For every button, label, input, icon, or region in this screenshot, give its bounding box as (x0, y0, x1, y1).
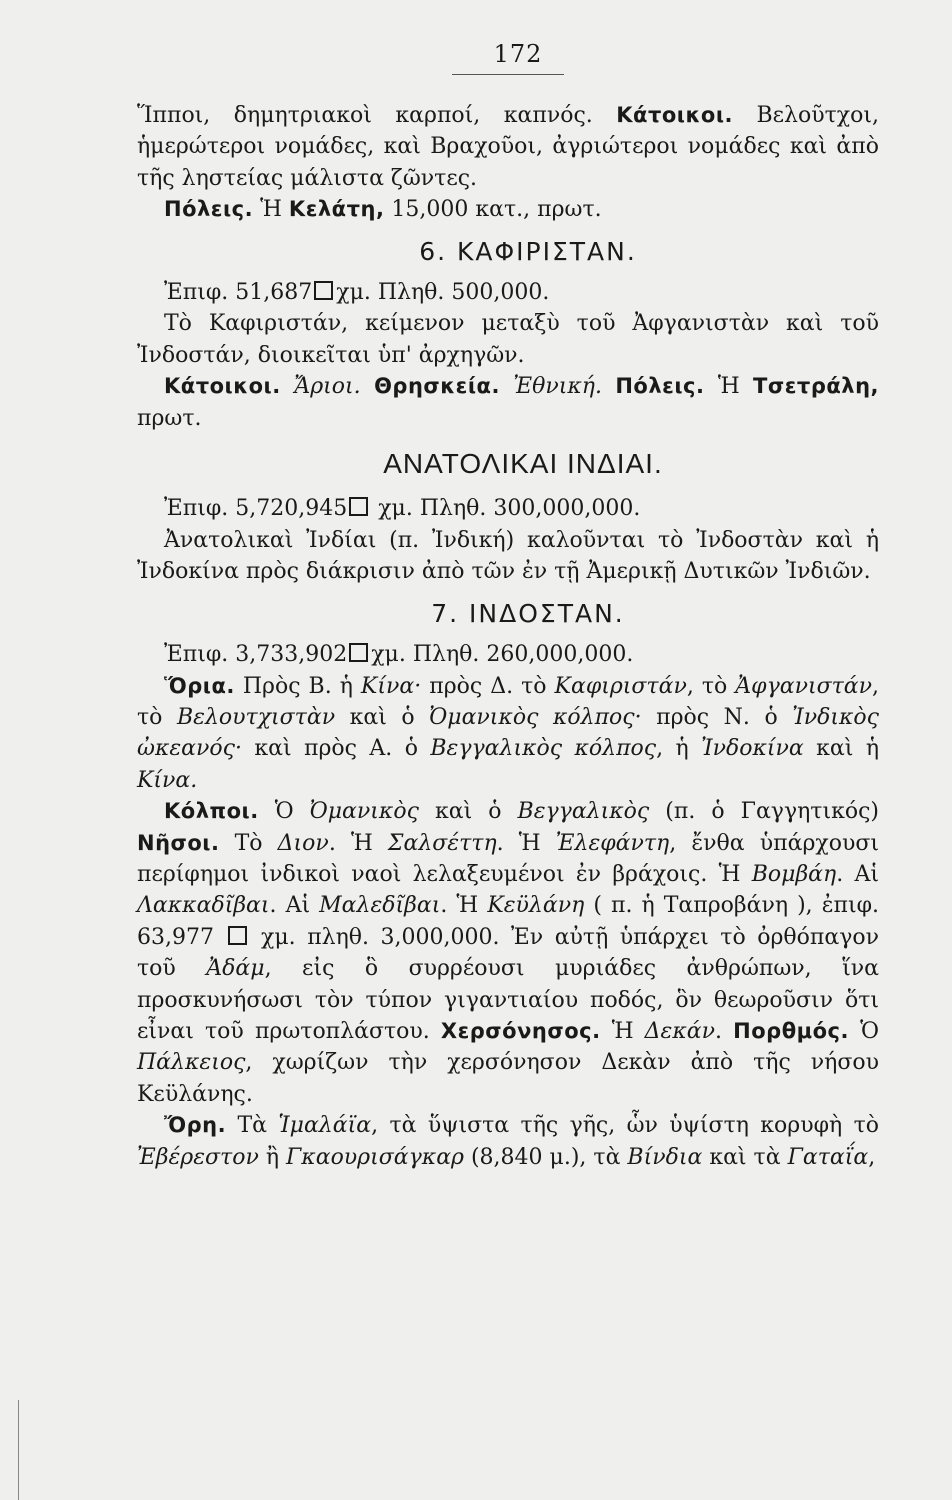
paragraph-products: Ἵπποι, δημητριακοὶ καρποί, καπνός. Κάτοικοι. Βελοῦτχοι, ἡμερώτεροι νομάδες, καὶ Βραχοῦοι, ἀγριώτεροι νομάδες καὶ ἀπὸ τῆς ληστείας μάλιστα ζῶντες. (137, 103, 879, 191)
page-number-rule (452, 74, 564, 75)
section-heading-indostan: 7. ΙΝΔΟΣΤΑΝ. (431, 598, 625, 628)
paragraph-mountains: Ὄρη. Τὰ Ἱμαλάϊα, τὰ ὕψιστα τῆς γῆς, ὧν ὑψίστη κορυφὴ τὸ Ἐβέρεστον ἢ Γκαουρισάγκαρ (8,840 μ.), τὰ Βίνδια καὶ τὰ Γαταΐα, (137, 1113, 879, 1170)
keyword-islands: Νῆσοι. (137, 830, 220, 855)
keyword-cities-2: Πόλεις. (615, 374, 705, 399)
paragraph-borders: Ὅρια. Πρὸς Β. ἡ Κίνα· πρὸς Δ. τὸ Καφιριστάν, τὸ Ἀφγανιστάν, τὸ Βελουτχιστὰν καὶ ὁ Ὀμανικὸς κόλπος· πρὸς Ν. ὁ Ἰνδικὸς ὠκεανός· καὶ πρὸς Α. ὁ Βεγγαλικὸς κόλπος, ἡ Ἰνδοκίνα καὶ ἡ Κίνα. (137, 673, 879, 793)
keyword-gulfs: Κόλποι. (164, 799, 259, 824)
page-body (137, 100, 879, 1173)
keyword-inhabitants: Κάτοικοι. (616, 103, 733, 127)
keyword-mountains: Ὄρη. (164, 1113, 227, 1138)
keyword-peninsula: Χερσόνησος. (440, 1018, 601, 1043)
page-number: 172 (493, 40, 543, 68)
paragraph-gulfs-islands: Κόλποι. Ὁ Ὀμανικὸς καὶ ὁ Βεγγαλικὸς (π. ὁ Γαγγητικός) Νῆσοι. Τὸ Διον. Ἡ Σαλσέττη. Ἡ Ἐλεφάντη, ἔνθα ὑπάρχουσι περίφημοι ἰνδικοὶ ναοὶ λελαξευμένοι ἐν βράχοις. Ἡ Βομβάη. Αἱ Λακκαδῖβαι. Αἱ Μαλεδῖβαι. Ἡ Κεϋλάνη ( π. ἡ Ταπροβάνη ), ἐπιφ. 63,977 χμ. πληθ. 3,000,000. Ἐν αὐτῇ ὑπάρχει τὸ ὀρθόπαγον τοῦ Ἀδάμ, εἰς ὃ συρρέουσι μυριάδες ἀνθρώπων, ἵνα προσκυνήσωσι τὸν τύπον γιγαντιαίου ποδός, ὃν θεωροῦσιν ὅτι εἶναι τοῦ πρωτοπλάστου. Χερσόνησος. Ἡ Δεκάν. Πορθμός. Ὁ Πάλκειος, χωρίζων τὴν χερσόνησον Δεκὰν ἀπὸ τῆς νήσου Κεϋλάνης. (137, 799, 880, 1107)
section-heading-east-indies: ΑΝΑΤΟΛΙΚΑΙ ΙΝΔΙΑΙ. (383, 448, 663, 480)
keyword-cities: Πόλεις. (164, 197, 254, 222)
keyword-religion: Θρησκεία. (374, 374, 500, 399)
square-symbol-icon (349, 497, 368, 516)
paragraph-area-indostan: Ἐπιφ. 3,733,902 χμ. Πληθ. 260,000,000. (164, 642, 634, 668)
keyword-inhabitants-2: Κάτοικοι. (164, 374, 281, 399)
keyword-strait: Πορθμός. (733, 1018, 849, 1043)
paragraph-kafiristan-people: Κάτοικοι. Ἄριοι. Θρησκεία. Ἐθνική. Πόλεις. Ἡ Τσετράλη, πρωτ. (137, 374, 879, 431)
paragraph-cities: Πόλεις. Ἡ Κελάτη, 15,000 κατ., πρωτ. (164, 197, 602, 223)
paragraph-area-kafiristan: Ἐπιφ. 51,687 χμ. Πληθ. 500,000. (164, 280, 550, 306)
paragraph-area-east-indies: Ἐπιφ. 5,720,945 χμ. Πληθ. 300,000,000. (164, 496, 641, 522)
binding-edge (0, 1400, 19, 1500)
section-heading-kafiristan: 6. ΚΑΦΙΡΙΣΤΑΝ. (419, 236, 637, 266)
keyword-tsetrali: Τσετράλη, (753, 374, 879, 399)
square-symbol-icon (314, 281, 333, 300)
keyword-borders: Ὅρια. (164, 673, 235, 698)
square-symbol-icon (349, 643, 368, 662)
paragraph-kafiristan-desc: Τὸ Καφιριστάν, κείμενον μεταξὺ τοῦ Ἀφγανιστὰν καὶ τοῦ Ἰνδοστάν, διοικεῖται ὑπ' ἀρχηγῶν. (137, 311, 879, 368)
square-symbol-icon (228, 926, 247, 945)
paragraph-east-indies-desc: Ἀνατολικαὶ Ἰνδίαι (π. Ἰνδική) καλοῦνται τὸ Ἰνδοστὰν καὶ ἡ Ἰνδοκίνα πρὸς διάκρισιν ἀπὸ τῶν ἐν τῇ Ἀμερικῇ Δυτικῶν Ἰνδιῶν. (137, 527, 879, 585)
keyword-kelat: Κελάτη, (288, 197, 385, 222)
